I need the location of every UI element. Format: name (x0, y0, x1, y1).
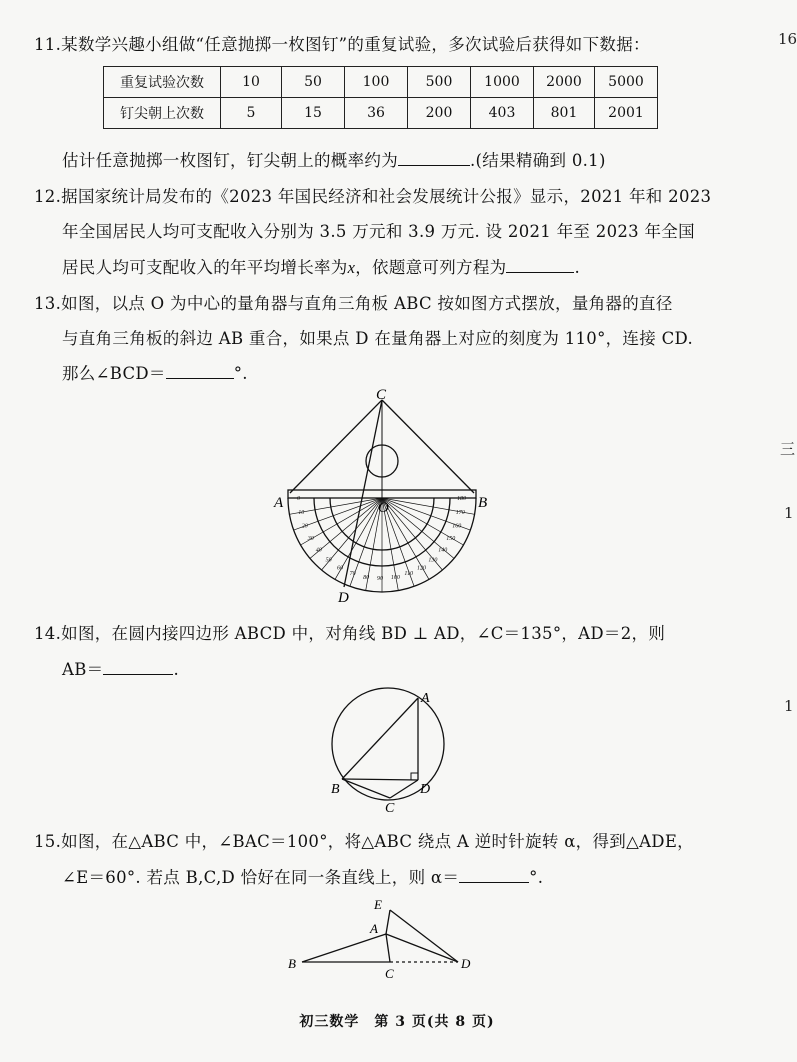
label-d: D (461, 956, 471, 971)
label-o: O (378, 500, 389, 516)
label-c: C (385, 801, 395, 816)
q11-prompt: 估计任意抛掷一枚图钉，钉尖朝上的概率约为 (62, 151, 398, 170)
table-cell: 1000 (471, 67, 534, 98)
protractor-tick-label: 150 (446, 536, 456, 542)
label-d: D (338, 590, 349, 606)
table-cell: 36 (345, 98, 408, 129)
triangle-side-ac (290, 400, 382, 493)
table-cell: 403 (471, 98, 534, 129)
answer-blank[interactable] (459, 868, 529, 883)
protractor-tick-label: 140 (438, 547, 448, 554)
q13-text: 与直角三角板的斜边 AB 重合，如果点 D 在量角器上对应的刻度为 110°，连接 CD. (62, 329, 693, 348)
segment-ac (386, 934, 390, 962)
label-a: A (421, 691, 430, 706)
q12-answer-line (62, 254, 580, 278)
segment-ae (386, 910, 390, 934)
q13-prompt: 那么∠BCD＝ (62, 364, 166, 383)
protractor-tick-label: 50 (325, 557, 332, 564)
q12-prompt: 居民人均可支配收入的年平均增长率为 (62, 258, 348, 277)
q14-end: . (173, 660, 179, 679)
q11-text: 11.某数学兴趣小组做“任意抛掷一枚图钉”的重复试验，多次试验后获得如下数据： (34, 35, 650, 54)
protractor-tick-label: 0 (297, 496, 300, 502)
protractor-tick-label: 110 (404, 571, 413, 578)
protractor-tick-label: 70 (349, 571, 356, 578)
table-cell: 2000 (534, 67, 595, 98)
q15-end: °. (529, 868, 544, 887)
triangle-side-cb (382, 400, 474, 493)
label-b: B (478, 495, 488, 511)
segment-cd (344, 400, 382, 587)
label-a: A (370, 921, 378, 936)
answer-blank[interactable] (506, 258, 574, 273)
segment-ba (302, 934, 386, 962)
q11-data-table (103, 66, 658, 129)
table-cell: 801 (534, 98, 595, 129)
table-cell: 5000 (595, 67, 658, 98)
table-cell: 200 (408, 98, 471, 129)
table-cell: 500 (408, 67, 471, 98)
protractor-tick-label: 40 (315, 547, 322, 554)
label-d: D (420, 782, 431, 797)
edge-fragment: 三 (780, 440, 796, 458)
q15-answer-line (62, 864, 543, 888)
label-c: C (385, 966, 394, 981)
protractor-tick-label: 10 (298, 509, 305, 516)
q15-prompt: ∠E＝60°. 若点 B,C,D 恰好在同一条直线上，则 α＝ (62, 868, 460, 887)
q12-end: . (574, 258, 580, 277)
protractor-tick-label: 20 (301, 523, 308, 530)
q13-text: 13.如图，以点 O 为中心的量角器与直角三角板 ABC 按如图方式摆放，量角器的直径 (34, 294, 673, 313)
protractor-tick-label: 170 (455, 509, 465, 516)
edge-fragment: 1 (784, 504, 794, 522)
q15-text: 15.如图，在△ABC 中，∠BAC＝100°，将△ABC 绕点 A 逆时针旋转 α，得到△ADE， (34, 832, 694, 851)
segment-ad (386, 934, 458, 962)
q11-note: .(结果精确到 0.1) (470, 151, 606, 170)
protractor-tick-label: 100 (390, 574, 400, 581)
figure-14-cyclic-quadrilateral (318, 684, 458, 816)
protractor-tick-label: 180 (457, 496, 466, 502)
protractor-tick-label: 160 (452, 523, 462, 530)
right-angle-mark (411, 773, 418, 780)
table-row (104, 98, 658, 129)
segment-ab (342, 698, 418, 779)
label-a: A (274, 495, 284, 511)
table-cell: 15 (282, 98, 345, 129)
row-header: 重复试验次数 (104, 67, 221, 98)
segment-ed (390, 910, 458, 962)
protractor-tick-label: 120 (417, 565, 426, 572)
protractor-tick-label: 60 (337, 565, 343, 572)
table-cell: 2001 (595, 98, 658, 129)
label-b: B (331, 782, 340, 797)
q13-answer-line (62, 360, 248, 384)
label-b: B (288, 956, 296, 971)
q13-end: °. (233, 364, 248, 383)
label-e: E (374, 897, 382, 912)
segment-bd (342, 779, 418, 780)
table-cell: 10 (221, 67, 282, 98)
q12-text: 年全国居民人均可支配收入分别为 3.5 万元和 3.9 万元. 设 2021 年至 2023 年全国 (62, 222, 695, 241)
protractor-tick-label: 30 (307, 536, 314, 542)
row-header: 钉尖朝上次数 (104, 98, 221, 129)
answer-blank[interactable] (103, 660, 173, 675)
q12-text: 12.据国家统计局发布的《2023 年国民经济和社会发展统计公报》显示，2021 年和 2023 (34, 187, 712, 206)
table-cell: 50 (282, 67, 345, 98)
figure-13-protractor (268, 385, 498, 607)
edge-fragment: 1 (784, 697, 794, 715)
label-c: C (376, 387, 387, 403)
q14-answer-line (62, 656, 179, 680)
q12-prompt: ，依题意可列方程为 (355, 258, 507, 277)
segment-cd (390, 780, 418, 798)
q11-answer-line (62, 147, 606, 171)
answer-blank[interactable] (166, 364, 234, 379)
variable-x: x (347, 258, 356, 277)
page-footer: 初三数学 第 3 页(共 8 页) (299, 1014, 495, 1030)
edge-fragment: 16 (778, 30, 797, 48)
protractor-tick-label: 80 (363, 574, 370, 581)
table-row (104, 67, 658, 98)
table-cell: 100 (345, 67, 408, 98)
protractor-tick-label: 130 (428, 557, 438, 564)
figure-15-rotation (286, 892, 486, 984)
q14-prompt: AB＝ (62, 660, 104, 679)
table-cell: 5 (221, 98, 282, 129)
answer-blank[interactable] (398, 151, 470, 166)
protractor-tick-label: 90 (377, 576, 383, 582)
q14-text: 14.如图，在圆内接四边形 ABCD 中，对角线 BD ⊥ AD，∠C＝135°，AD＝2，则 (34, 624, 666, 643)
